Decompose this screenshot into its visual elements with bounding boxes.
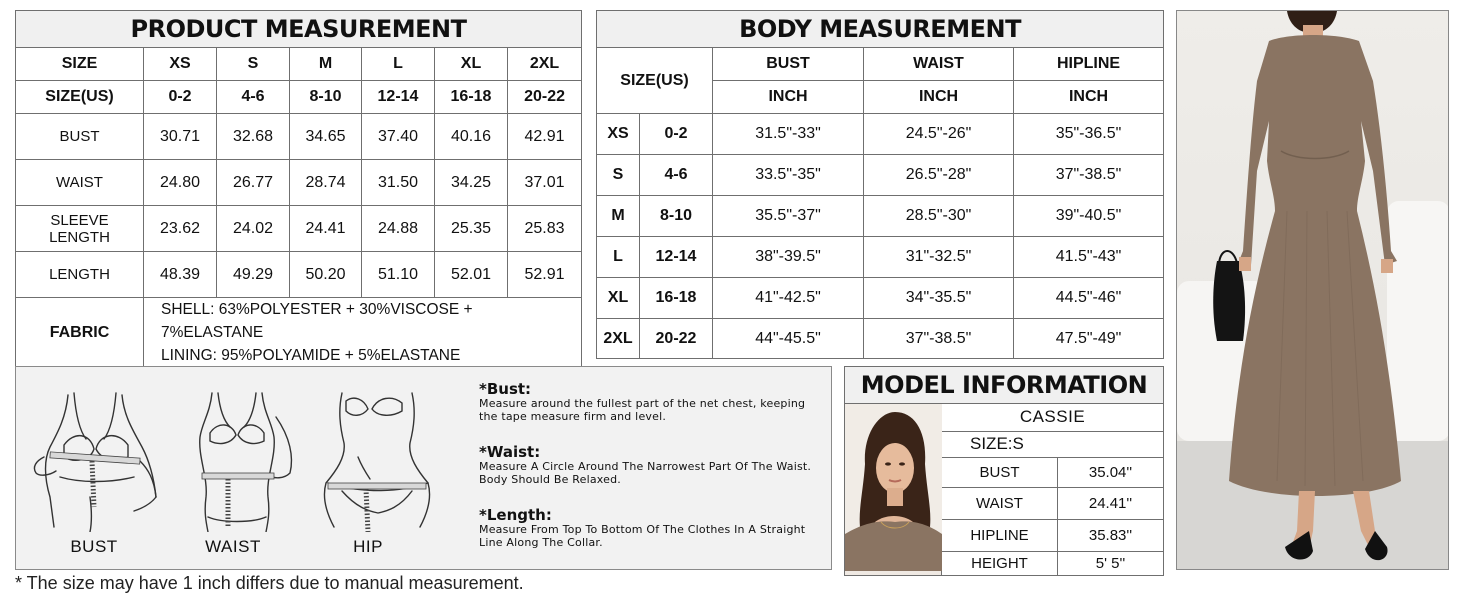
value-cell: 24.02 — [217, 206, 290, 252]
size-cell: M — [290, 48, 362, 81]
table-row — [16, 252, 582, 298]
value-cell: 31.5"-33" — [713, 114, 864, 155]
value-cell: 44.5"-46" — [1014, 278, 1164, 319]
value-cell: 40.16 — [435, 114, 508, 160]
value-cell: 52.01 — [435, 252, 508, 298]
value-cell: 26.77 — [217, 160, 290, 206]
size-header: SIZE — [16, 48, 144, 81]
model-name: CASSIE — [942, 404, 1164, 432]
fabric-composition — [144, 298, 582, 368]
value-cell: 49.29 — [217, 252, 290, 298]
us-size-cell: 0-2 — [640, 114, 713, 155]
us-size-cell: 12-14 — [362, 81, 435, 114]
value-cell: 41.5"-43" — [1014, 237, 1164, 278]
hip-figure-illustration — [312, 387, 442, 532]
us-size-cell: 20-22 — [508, 81, 582, 114]
value-cell: 48.39 — [144, 252, 217, 298]
value-cell: 24.88 — [362, 206, 435, 252]
value-cell: 24.5"-26" — [864, 114, 1014, 155]
column-header: WAIST — [864, 48, 1014, 81]
value-cell: 44"-45.5" — [713, 319, 864, 359]
model-stat-value: 24.41'' — [1058, 488, 1164, 520]
value-cell: 25.83 — [508, 206, 582, 252]
row-label: BUST — [16, 114, 144, 160]
fabric-row — [16, 298, 582, 368]
bust-tip — [479, 381, 824, 423]
model-photo — [1176, 10, 1449, 570]
table-row — [16, 160, 582, 206]
value-cell: 28.74 — [290, 160, 362, 206]
unit-header: INCH — [864, 81, 1014, 114]
value-cell: 31.50 — [362, 160, 435, 206]
size-cell: XL — [597, 278, 640, 319]
value-cell: 50.20 — [290, 252, 362, 298]
unit-header: INCH — [713, 81, 864, 114]
value-cell: 25.35 — [435, 206, 508, 252]
value-cell: 31"-32.5" — [864, 237, 1014, 278]
body-measurement-table — [596, 10, 1164, 359]
model-stat-value: 35.04'' — [1058, 457, 1164, 488]
value-cell: 24.41 — [290, 206, 362, 252]
table-row — [597, 237, 1164, 278]
model-portrait-image — [845, 404, 942, 571]
length-tip-title: *Length: — [479, 506, 552, 524]
value-cell: 37"-38.5" — [1014, 155, 1164, 196]
model-size: SIZE:S — [942, 431, 1164, 457]
value-cell: 38"-39.5" — [713, 237, 864, 278]
waist-tip — [479, 444, 824, 486]
table-row — [597, 114, 1164, 155]
table-row — [597, 155, 1164, 196]
row-label: SLEEVE LENGTH — [16, 206, 144, 252]
us-size-header: SIZE(US) — [597, 48, 713, 114]
waist-tip-title: *Waist: — [479, 443, 541, 461]
us-size-cell: 16-18 — [640, 278, 713, 319]
waist-figure-label: WAIST — [205, 537, 261, 556]
bust-tip-title: *Bust: — [479, 380, 532, 398]
value-cell: 51.10 — [362, 252, 435, 298]
value-cell: 35"-36.5" — [1014, 114, 1164, 155]
model-stat-label: BUST — [942, 457, 1058, 488]
unit-header: INCH — [1014, 81, 1164, 114]
value-cell: 34.65 — [290, 114, 362, 160]
value-cell: 52.91 — [508, 252, 582, 298]
waist-figure-illustration — [172, 387, 302, 532]
value-cell: 42.91 — [508, 114, 582, 160]
size-cell: XS — [144, 48, 217, 81]
column-header: BUST — [713, 48, 864, 81]
model-information-panel — [844, 366, 1163, 573]
model-portrait — [845, 404, 942, 576]
length-tip-text: Measure From Top To Bottom Of The Clothes In A Straight Line Along The Collar. — [479, 523, 806, 549]
model-dress-photo — [1177, 11, 1449, 570]
us-size-header: SIZE(US) — [16, 81, 144, 114]
value-cell: 23.62 — [144, 206, 217, 252]
value-cell: 33.5"-35" — [713, 155, 864, 196]
value-cell: 37.40 — [362, 114, 435, 160]
us-size-cell: 20-22 — [640, 319, 713, 359]
table-row — [597, 319, 1164, 359]
bust-tip-text: Measure around the fullest part of the net chest, keeping the tape measure firm and level. — [479, 397, 806, 423]
fabric-shell: SHELL: 63%POLYESTER + 30%VISCOSE + 7%ELASTANE — [161, 301, 473, 341]
model-information-table — [844, 366, 1164, 576]
model-stat-label: HIPLINE — [942, 520, 1058, 552]
model-stat-value: 35.83'' — [1058, 520, 1164, 552]
body-measurement-title: BODY MEASUREMENT — [597, 11, 1164, 48]
us-size-cell: 4-6 — [640, 155, 713, 196]
size-cell: L — [362, 48, 435, 81]
us-size-cell: 8-10 — [640, 196, 713, 237]
model-information-title: MODEL INFORMATION — [845, 367, 1164, 404]
us-size-cell: 12-14 — [640, 237, 713, 278]
row-label: WAIST — [16, 160, 144, 206]
size-cell: XS — [597, 114, 640, 155]
product-measurement-title: PRODUCT MEASUREMENT — [16, 11, 582, 48]
value-cell: 24.80 — [144, 160, 217, 206]
value-cell: 37.01 — [508, 160, 582, 206]
model-stat-value: 5' 5'' — [1058, 552, 1164, 576]
value-cell: 37"-38.5" — [864, 319, 1014, 359]
waist-tip-text: Measure A Circle Around The Narrowest Part Of The Waist. Body Should Be Relaxed. — [479, 460, 812, 486]
value-cell: 34"-35.5" — [864, 278, 1014, 319]
size-cell: 2XL — [508, 48, 582, 81]
fabric-label: FABRIC — [16, 298, 144, 368]
table-row — [16, 114, 582, 160]
model-stat-label: WAIST — [942, 488, 1058, 520]
length-tip — [479, 507, 824, 549]
size-cell: M — [597, 196, 640, 237]
value-cell: 28.5"-30" — [864, 196, 1014, 237]
size-cell: XL — [435, 48, 508, 81]
value-cell: 26.5"-28" — [864, 155, 1014, 196]
table-row — [16, 206, 582, 252]
value-cell: 30.71 — [144, 114, 217, 160]
value-cell: 47.5"-49" — [1014, 319, 1164, 359]
size-footnote: * The size may have 1 inch differs due to manual measurement. — [15, 573, 524, 593]
us-size-cell: 4-6 — [217, 81, 290, 114]
model-stat-label: HEIGHT — [942, 552, 1058, 576]
value-cell: 32.68 — [217, 114, 290, 160]
size-cell: S — [217, 48, 290, 81]
fabric-lining: LINING: 95%POLYAMIDE + 5%ELASTANE — [161, 347, 461, 364]
how-to-measure-panel — [15, 366, 832, 570]
us-size-cell: 16-18 — [435, 81, 508, 114]
row-label: LENGTH — [16, 252, 144, 298]
value-cell: 39"-40.5" — [1014, 196, 1164, 237]
us-size-cell: 0-2 — [144, 81, 217, 114]
table-row — [597, 196, 1164, 237]
value-cell: 41"-42.5" — [713, 278, 864, 319]
value-cell: 34.25 — [435, 160, 508, 206]
us-size-cell: 8-10 — [290, 81, 362, 114]
bust-figure-illustration — [30, 387, 160, 532]
product-measurement-table — [15, 10, 582, 368]
size-cell: L — [597, 237, 640, 278]
size-cell: S — [597, 155, 640, 196]
bust-figure-label: BUST — [70, 537, 118, 556]
table-row — [597, 278, 1164, 319]
value-cell: 35.5"-37" — [713, 196, 864, 237]
column-header: HIPLINE — [1014, 48, 1164, 81]
hip-figure-label: HIP — [353, 537, 383, 556]
size-cell: 2XL — [597, 319, 640, 359]
